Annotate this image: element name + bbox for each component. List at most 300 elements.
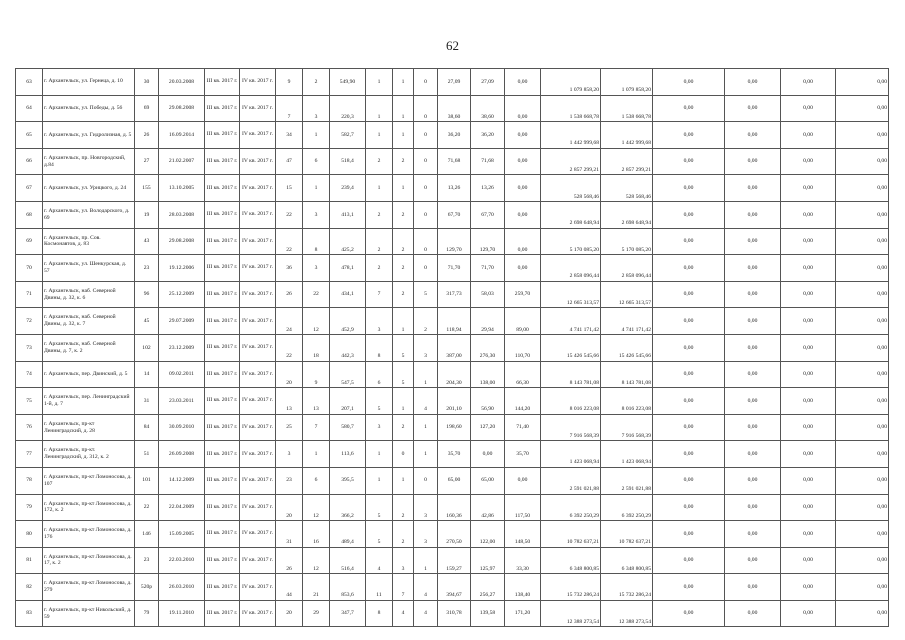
document-number-cell: 22 xyxy=(135,494,159,521)
table-row xyxy=(16,175,889,202)
cost-total-cell: 8 143 781,08 xyxy=(541,361,601,388)
rooms-private-cell: 4 xyxy=(414,600,438,627)
address-cell: г. Архангельск, наб. Северной Двины, д. 7, к. 2 xyxy=(43,334,135,361)
building-area-cell: 395,5 xyxy=(330,467,366,494)
rooms-municipal-cell: 1 xyxy=(393,175,414,202)
area-total-cell: 35,70 xyxy=(438,441,471,468)
area-total-cell: 118,94 xyxy=(438,308,471,335)
rooms-total-cell: 5 xyxy=(366,521,393,548)
area-private-cell: 117,50 xyxy=(505,494,541,521)
end-period-cell: IV кв. 2017 г. xyxy=(240,308,276,335)
budget-local-cell: 0,00 xyxy=(725,600,781,627)
cost-total-cell: 8 016 223,08 xyxy=(541,388,601,415)
row-number-cell: 72 xyxy=(16,308,43,335)
rooms-municipal-cell: 1 xyxy=(393,95,414,122)
residents-cell: 22 xyxy=(276,228,303,255)
table-row xyxy=(16,574,889,601)
residents-cell: 44 xyxy=(276,574,303,601)
budget-local-cell: 0,00 xyxy=(725,414,781,441)
apartments-count-cell: 22 xyxy=(303,281,330,308)
extra-funds-cell: 0,00 xyxy=(836,441,889,468)
housing-registry-table xyxy=(15,68,889,627)
rooms-total-cell: 2 xyxy=(366,201,393,228)
rooms-municipal-cell: 3 xyxy=(393,547,414,574)
address-cell: г. Архангельск, пр-кт Ломоносова, д. 107 xyxy=(43,467,135,494)
cost-total-cell: 1 423 068,94 xyxy=(541,441,601,468)
extra-funds-cell: 0,00 xyxy=(836,600,889,627)
area-total-cell: 387,00 xyxy=(438,334,471,361)
table-row xyxy=(16,521,889,548)
budget-regional-cell: 0,00 xyxy=(653,255,725,282)
end-period-cell: IV кв. 2017 г. xyxy=(240,547,276,574)
start-period-cell: III кв. 2017 г. xyxy=(205,467,240,494)
start-period-cell: III кв. 2017 г. xyxy=(205,201,240,228)
table-row xyxy=(16,388,889,415)
end-period-cell: IV кв. 2017 г. xyxy=(240,467,276,494)
row-number-cell: 81 xyxy=(16,547,43,574)
document-number-cell: 155 xyxy=(135,175,159,202)
area-municipal-cell: 42,86 xyxy=(471,494,505,521)
rooms-private-cell: 4 xyxy=(414,574,438,601)
cost-fund-cell: 2 858 096,44 xyxy=(601,255,653,282)
table-row xyxy=(16,494,889,521)
rooms-private-cell: 0 xyxy=(414,69,438,96)
table-row xyxy=(16,95,889,122)
extra-funds-cell: 0,00 xyxy=(836,148,889,175)
cost-fund-cell: 4 741 171,42 xyxy=(601,308,653,335)
address-cell: г. Архангельск, пр. Новгородский, д.84 xyxy=(43,148,135,175)
building-area-cell: 582,7 xyxy=(330,122,366,149)
start-period-cell: III кв. 2017 г. xyxy=(205,308,240,335)
cost-total-cell: 12 388 273,54 xyxy=(541,600,601,627)
cost-total-cell: 6 348 800,85 xyxy=(541,547,601,574)
start-period-cell: III кв. 2017 г. xyxy=(205,521,240,548)
row-number-cell: 83 xyxy=(16,600,43,627)
area-municipal-cell: 256,27 xyxy=(471,574,505,601)
budget-other-cell: 0,00 xyxy=(781,467,836,494)
document-number-cell: 23 xyxy=(135,255,159,282)
address-cell: г. Архангельск, пр. Сов. Космонавтов, д. 83 xyxy=(43,228,135,255)
start-period-cell: III кв. 2017 г. xyxy=(205,281,240,308)
table-row xyxy=(16,467,889,494)
end-period-cell: IV кв. 2017 г. xyxy=(240,521,276,548)
document-date-cell: 23.03.2011 xyxy=(159,388,205,415)
apartments-count-cell: 2 xyxy=(303,69,330,96)
area-private-cell: 89,00 xyxy=(505,308,541,335)
document-date-cell: 23.12.2009 xyxy=(159,334,205,361)
budget-regional-cell: 0,00 xyxy=(653,361,725,388)
residents-cell: 47 xyxy=(276,148,303,175)
budget-regional-cell: 0,00 xyxy=(653,69,725,96)
budget-other-cell: 0,00 xyxy=(781,175,836,202)
extra-funds-cell: 0,00 xyxy=(836,281,889,308)
document-date-cell: 22.03.2010 xyxy=(159,547,205,574)
cost-total-cell: 10 782 637,21 xyxy=(541,521,601,548)
apartments-count-cell: 12 xyxy=(303,547,330,574)
document-number-cell: 146 xyxy=(135,521,159,548)
cost-total-cell: 15 426 545,66 xyxy=(541,334,601,361)
end-period-cell: IV кв. 2017 г. xyxy=(240,334,276,361)
cost-total-cell: 2 857 299,21 xyxy=(541,148,601,175)
area-private-cell: 110,70 xyxy=(505,334,541,361)
start-period-cell: III кв. 2017 г. xyxy=(205,334,240,361)
row-number-cell: 76 xyxy=(16,414,43,441)
rooms-total-cell: 7 xyxy=(366,281,393,308)
address-cell: г. Архангельск, пр-кт Ломоносова, д. 279 xyxy=(43,574,135,601)
row-number-cell: 64 xyxy=(16,95,43,122)
address-cell: г. Архангельск, пр-кт Ленинградский, д. 28 xyxy=(43,414,135,441)
rooms-municipal-cell: 2 xyxy=(393,148,414,175)
rooms-private-cell: 1 xyxy=(414,361,438,388)
address-cell: г. Архангельск, ул. Урицкого, д. 24 xyxy=(43,175,135,202)
area-total-cell: 36,20 xyxy=(438,122,471,149)
area-total-cell: 201,10 xyxy=(438,388,471,415)
budget-local-cell: 0,00 xyxy=(725,175,781,202)
row-number-cell: 69 xyxy=(16,228,43,255)
document-date-cell: 21.02.2007 xyxy=(159,148,205,175)
rooms-private-cell: 0 xyxy=(414,175,438,202)
apartments-count-cell: 1 xyxy=(303,175,330,202)
rooms-total-cell: 11 xyxy=(366,574,393,601)
building-area-cell: 516,4 xyxy=(330,547,366,574)
table-row xyxy=(16,441,889,468)
rooms-total-cell: 1 xyxy=(366,95,393,122)
row-number-cell: 67 xyxy=(16,175,43,202)
area-municipal-cell: 125,97 xyxy=(471,547,505,574)
apartments-count-cell: 3 xyxy=(303,95,330,122)
rooms-total-cell: 2 xyxy=(366,255,393,282)
building-area-cell: 489,4 xyxy=(330,521,366,548)
cost-total-cell: 2 591 021,88 xyxy=(541,467,601,494)
table-row xyxy=(16,600,889,627)
area-total-cell: 198,60 xyxy=(438,414,471,441)
budget-local-cell: 0,00 xyxy=(725,122,781,149)
rooms-municipal-cell: 1 xyxy=(393,388,414,415)
rooms-municipal-cell: 2 xyxy=(393,228,414,255)
building-area-cell: 853,6 xyxy=(330,574,366,601)
extra-funds-cell: 0,00 xyxy=(836,361,889,388)
end-period-cell: IV кв. 2017 г. xyxy=(240,388,276,415)
extra-funds-cell: 0,00 xyxy=(836,175,889,202)
area-private-cell: 259,70 xyxy=(505,281,541,308)
area-private-cell: 0,00 xyxy=(505,69,541,96)
extra-funds-cell: 0,00 xyxy=(836,494,889,521)
cost-total-cell: 1 442 999,68 xyxy=(541,122,601,149)
cost-fund-cell: 8 143 781,08 xyxy=(601,361,653,388)
budget-regional-cell: 0,00 xyxy=(653,441,725,468)
rooms-municipal-cell: 2 xyxy=(393,494,414,521)
document-number-cell: 23 xyxy=(135,547,159,574)
residents-cell: 20 xyxy=(276,361,303,388)
area-total-cell: 71,70 xyxy=(438,255,471,282)
address-cell: г. Архангельск, пр-кт Никольский, д. 59 xyxy=(43,600,135,627)
area-municipal-cell: 129,70 xyxy=(471,228,505,255)
apartments-count-cell: 7 xyxy=(303,414,330,441)
document-date-cell: 19.12.2006 xyxy=(159,255,205,282)
end-period-cell: IV кв. 2017 г. xyxy=(240,148,276,175)
area-municipal-cell: 138,00 xyxy=(471,361,505,388)
rooms-total-cell: 6 xyxy=(366,361,393,388)
rooms-municipal-cell: 5 xyxy=(393,334,414,361)
rooms-total-cell: 5 xyxy=(366,388,393,415)
end-period-cell: IV кв. 2017 г. xyxy=(240,201,276,228)
document-number-cell: 27 xyxy=(135,148,159,175)
budget-other-cell: 0,00 xyxy=(781,494,836,521)
area-private-cell: 71,40 xyxy=(505,414,541,441)
area-private-cell: 138,40 xyxy=(505,574,541,601)
rooms-municipal-cell: 2 xyxy=(393,414,414,441)
budget-local-cell: 0,00 xyxy=(725,494,781,521)
document-number-cell: 102 xyxy=(135,334,159,361)
budget-other-cell: 0,00 xyxy=(781,95,836,122)
cost-total-cell: 7 916 568,39 xyxy=(541,414,601,441)
area-private-cell: 0,00 xyxy=(505,95,541,122)
table-row xyxy=(16,255,889,282)
budget-local-cell: 0,00 xyxy=(725,521,781,548)
budget-local-cell: 0,00 xyxy=(725,388,781,415)
address-cell: г. Архангельск, пр-кт Ломоносова, д. 17, к. 2 xyxy=(43,547,135,574)
area-total-cell: 27,09 xyxy=(438,69,471,96)
apartments-count-cell: 21 xyxy=(303,574,330,601)
apartments-count-cell: 16 xyxy=(303,521,330,548)
budget-other-cell: 0,00 xyxy=(781,574,836,601)
residents-cell: 34 xyxy=(276,122,303,149)
document-date-cell: 20.03.2008 xyxy=(159,69,205,96)
area-private-cell: 0,00 xyxy=(505,255,541,282)
rooms-private-cell: 1 xyxy=(414,441,438,468)
rooms-municipal-cell: 1 xyxy=(393,467,414,494)
extra-funds-cell: 0,00 xyxy=(836,201,889,228)
area-municipal-cell: 71,70 xyxy=(471,255,505,282)
budget-regional-cell: 0,00 xyxy=(653,600,725,627)
area-total-cell: 65,00 xyxy=(438,467,471,494)
start-period-cell: III кв. 2017 г. xyxy=(205,255,240,282)
row-number-cell: 65 xyxy=(16,122,43,149)
extra-funds-cell: 0,00 xyxy=(836,228,889,255)
cost-total-cell: 528 568,46 xyxy=(541,175,601,202)
cost-fund-cell: 6 348 800,85 xyxy=(601,547,653,574)
residents-cell: 20 xyxy=(276,494,303,521)
rooms-municipal-cell: 2 xyxy=(393,521,414,548)
area-total-cell: 67,70 xyxy=(438,201,471,228)
row-number-cell: 66 xyxy=(16,148,43,175)
rooms-private-cell: 0 xyxy=(414,467,438,494)
budget-local-cell: 0,00 xyxy=(725,308,781,335)
row-number-cell: 82 xyxy=(16,574,43,601)
rooms-private-cell: 0 xyxy=(414,95,438,122)
table-row xyxy=(16,414,889,441)
budget-other-cell: 0,00 xyxy=(781,441,836,468)
start-period-cell: III кв. 2017 г. xyxy=(205,574,240,601)
document-number-cell: 96 xyxy=(135,281,159,308)
rooms-total-cell: 3 xyxy=(366,308,393,335)
page-number: 62 xyxy=(446,38,459,53)
rooms-private-cell: 0 xyxy=(414,122,438,149)
table-row xyxy=(16,228,889,255)
start-period-cell: III кв. 2017 г. xyxy=(205,361,240,388)
area-municipal-cell: 36,20 xyxy=(471,122,505,149)
area-total-cell: 204,30 xyxy=(438,361,471,388)
rooms-total-cell: 1 xyxy=(366,441,393,468)
budget-local-cell: 0,00 xyxy=(725,148,781,175)
budget-regional-cell: 0,00 xyxy=(653,388,725,415)
apartments-count-cell: 29 xyxy=(303,600,330,627)
address-cell: г. Архангельск, ул. Володарского, д. 69 xyxy=(43,201,135,228)
rooms-private-cell: 3 xyxy=(414,494,438,521)
area-total-cell: 13,26 xyxy=(438,175,471,202)
cost-total-cell: 5 170 085,20 xyxy=(541,228,601,255)
extra-funds-cell: 0,00 xyxy=(836,69,889,96)
budget-local-cell: 0,00 xyxy=(725,281,781,308)
residents-cell: 22 xyxy=(276,201,303,228)
document-date-cell: 30.09.2010 xyxy=(159,414,205,441)
rooms-total-cell: 8 xyxy=(366,600,393,627)
row-number-cell: 79 xyxy=(16,494,43,521)
building-area-cell: 547,5 xyxy=(330,361,366,388)
rooms-municipal-cell: 0 xyxy=(393,441,414,468)
end-period-cell: IV кв. 2017 г. xyxy=(240,95,276,122)
area-municipal-cell: 276,30 xyxy=(471,334,505,361)
budget-regional-cell: 0,00 xyxy=(653,521,725,548)
rooms-total-cell: 8 xyxy=(366,334,393,361)
cost-fund-cell: 2 857 299,21 xyxy=(601,148,653,175)
end-period-cell: IV кв. 2017 г. xyxy=(240,175,276,202)
start-period-cell: III кв. 2017 г. xyxy=(205,547,240,574)
building-area-cell: 413,1 xyxy=(330,201,366,228)
budget-local-cell: 0,00 xyxy=(725,441,781,468)
residents-cell: 7 xyxy=(276,95,303,122)
budget-regional-cell: 0,00 xyxy=(653,175,725,202)
extra-funds-cell: 0,00 xyxy=(836,574,889,601)
cost-fund-cell: 1 079 858,20 xyxy=(601,69,653,96)
document-date-cell: 09.02.2011 xyxy=(159,361,205,388)
apartments-count-cell: 3 xyxy=(303,201,330,228)
area-municipal-cell: 58,03 xyxy=(471,281,505,308)
start-period-cell: III кв. 2017 г. xyxy=(205,228,240,255)
residents-cell: 23 xyxy=(276,467,303,494)
cost-total-cell: 1 079 858,20 xyxy=(541,69,601,96)
end-period-cell: IV кв. 2017 г. xyxy=(240,255,276,282)
apartments-count-cell: 3 xyxy=(303,255,330,282)
area-private-cell: 33,30 xyxy=(505,547,541,574)
extra-funds-cell: 0,00 xyxy=(836,388,889,415)
end-period-cell: IV кв. 2017 г. xyxy=(240,441,276,468)
building-area-cell: 425,2 xyxy=(330,228,366,255)
start-period-cell: III кв. 2017 г. xyxy=(205,388,240,415)
budget-other-cell: 0,00 xyxy=(781,361,836,388)
start-period-cell: III кв. 2017 г. xyxy=(205,600,240,627)
cost-fund-cell: 2 698 648,94 xyxy=(601,201,653,228)
residents-cell: 36 xyxy=(276,255,303,282)
cost-fund-cell: 10 782 637,21 xyxy=(601,521,653,548)
document-date-cell: 26.03.2010 xyxy=(159,574,205,601)
budget-other-cell: 0,00 xyxy=(781,334,836,361)
cost-total-cell: 2 858 096,44 xyxy=(541,255,601,282)
budget-regional-cell: 0,00 xyxy=(653,467,725,494)
end-period-cell: IV кв. 2017 г. xyxy=(240,600,276,627)
rooms-total-cell: 2 xyxy=(366,228,393,255)
budget-local-cell: 0,00 xyxy=(725,547,781,574)
rooms-total-cell: 3 xyxy=(366,414,393,441)
document-date-cell: 28.03.2008 xyxy=(159,201,205,228)
building-area-cell: 549,90 xyxy=(330,69,366,96)
row-number-cell: 70 xyxy=(16,255,43,282)
budget-regional-cell: 0,00 xyxy=(653,122,725,149)
document-date-cell: 29.08.2008 xyxy=(159,228,205,255)
area-private-cell: 144,20 xyxy=(505,388,541,415)
document-date-cell: 13.10.2005 xyxy=(159,175,205,202)
document-number-cell: 31 xyxy=(135,388,159,415)
rooms-private-cell: 0 xyxy=(414,148,438,175)
budget-other-cell: 0,00 xyxy=(781,414,836,441)
table-row xyxy=(16,361,889,388)
rooms-municipal-cell: 2 xyxy=(393,201,414,228)
address-cell: г. Архангельск, ул. Гидролизная, д. 5 xyxy=(43,122,135,149)
cost-fund-cell: 12 665 313,57 xyxy=(601,281,653,308)
area-municipal-cell: 13,26 xyxy=(471,175,505,202)
residents-cell: 13 xyxy=(276,388,303,415)
document-number-cell: 101 xyxy=(135,467,159,494)
budget-regional-cell: 0,00 xyxy=(653,334,725,361)
area-municipal-cell: 27,09 xyxy=(471,69,505,96)
residents-cell: 26 xyxy=(276,281,303,308)
cost-fund-cell: 1 442 999,68 xyxy=(601,122,653,149)
apartments-count-cell: 1 xyxy=(303,122,330,149)
budget-regional-cell: 0,00 xyxy=(653,95,725,122)
budget-regional-cell: 0,00 xyxy=(653,308,725,335)
rooms-total-cell: 1 xyxy=(366,175,393,202)
extra-funds-cell: 0,00 xyxy=(836,414,889,441)
residents-cell: 20 xyxy=(276,600,303,627)
residents-cell: 25 xyxy=(276,414,303,441)
area-private-cell: 0,00 xyxy=(505,175,541,202)
area-municipal-cell: 67,70 xyxy=(471,201,505,228)
budget-regional-cell: 0,00 xyxy=(653,547,725,574)
budget-local-cell: 0,00 xyxy=(725,467,781,494)
rooms-municipal-cell: 1 xyxy=(393,308,414,335)
row-number-cell: 74 xyxy=(16,361,43,388)
rooms-total-cell: 2 xyxy=(366,148,393,175)
row-number-cell: 71 xyxy=(16,281,43,308)
rooms-municipal-cell: 2 xyxy=(393,281,414,308)
area-private-cell: 0,00 xyxy=(505,467,541,494)
building-area-cell: 207,1 xyxy=(330,388,366,415)
residents-cell: 3 xyxy=(276,441,303,468)
cost-fund-cell: 8 016 223,08 xyxy=(601,388,653,415)
extra-funds-cell: 0,00 xyxy=(836,122,889,149)
row-number-cell: 68 xyxy=(16,201,43,228)
rooms-total-cell: 1 xyxy=(366,122,393,149)
document-date-cell: 26.09.2008 xyxy=(159,441,205,468)
budget-local-cell: 0,00 xyxy=(725,334,781,361)
area-municipal-cell: 122,00 xyxy=(471,521,505,548)
rooms-municipal-cell: 4 xyxy=(393,600,414,627)
rooms-total-cell: 1 xyxy=(366,467,393,494)
row-number-cell: 77 xyxy=(16,441,43,468)
residents-cell: 31 xyxy=(276,521,303,548)
residents-cell: 9 xyxy=(276,69,303,96)
area-private-cell: 0,00 xyxy=(505,148,541,175)
end-period-cell: IV кв. 2017 г. xyxy=(240,574,276,601)
row-number-cell: 78 xyxy=(16,467,43,494)
building-area-cell: 580,7 xyxy=(330,414,366,441)
rooms-private-cell: 1 xyxy=(414,414,438,441)
building-area-cell: 434,1 xyxy=(330,281,366,308)
budget-regional-cell: 0,00 xyxy=(653,281,725,308)
document-date-cell: 22.04.2009 xyxy=(159,494,205,521)
extra-funds-cell: 0,00 xyxy=(836,547,889,574)
budget-local-cell: 0,00 xyxy=(725,95,781,122)
